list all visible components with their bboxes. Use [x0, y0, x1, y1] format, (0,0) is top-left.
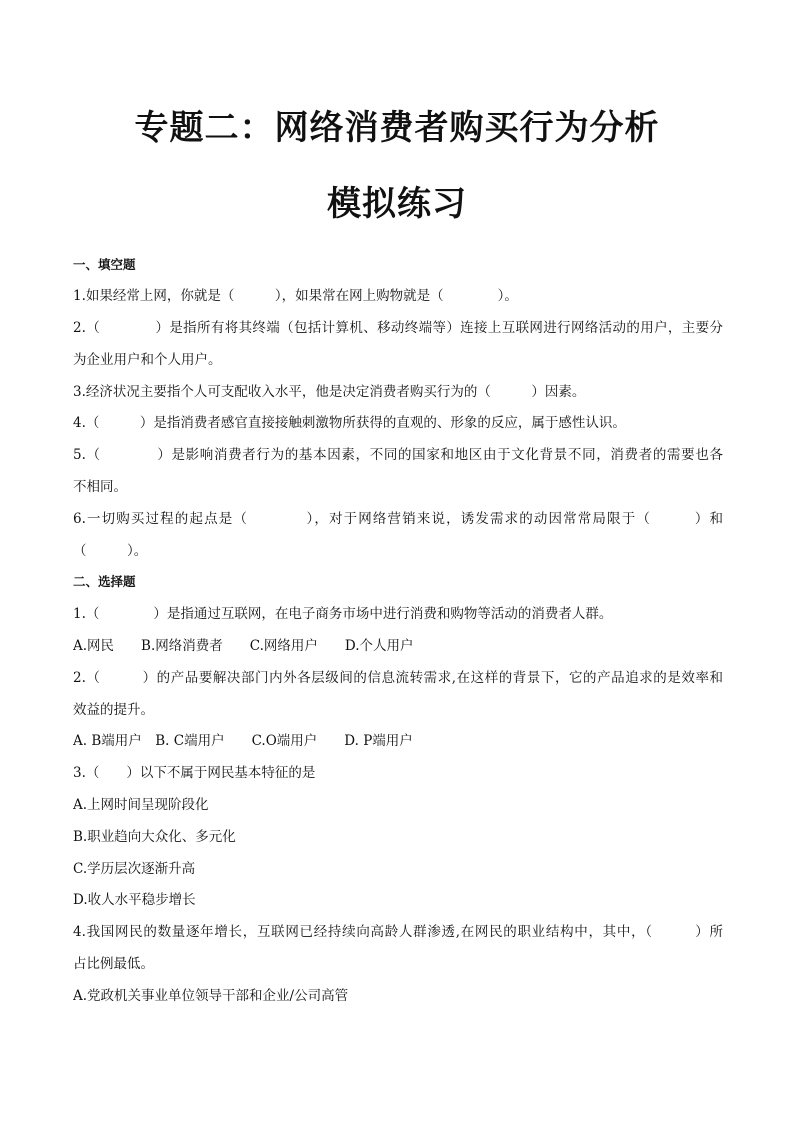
- answer-option: A.上网时间呈现阶段化: [73, 797, 209, 813]
- question-line: 为企业用户和个人用户。: [73, 352, 222, 368]
- section-heading-multiple-choice: 二、选择题: [73, 574, 136, 589]
- question-line: 4.我国网民的数量逐年增长，互联网已经持续向高龄人群渗透,在网民的职业结构中，其中，（ ）所: [73, 924, 723, 940]
- section-heading-fill-in: 一、填空题: [73, 257, 136, 272]
- question-line: 1.如果经常上网，你就是（ ），如果常在网上购物就是（ ）。: [73, 288, 518, 304]
- answer-option: D.收人水平稳步增长: [73, 892, 196, 908]
- question-line: 4.（ ）是指消费者感官直接接触刺激物所获得的直观的、形象的反应，属于感性认识。: [73, 415, 626, 431]
- question-line: 2.（ ）是指所有将其终端（包括计算机、移动终端等）连接上互联网进行网络活动的用户，主要分: [73, 320, 723, 336]
- question-line: （ ）。: [73, 543, 148, 559]
- answer-option: B.职业趋向大众化、多元化: [73, 829, 236, 845]
- answer-option: C.学历层次逐渐升高: [73, 861, 196, 877]
- question-line: 3.经济状况主要指个人可支配收入水平，他是决定消费者购买行为的（ ）因素。: [73, 384, 586, 400]
- question-line: 占比例最低。: [73, 956, 154, 972]
- question-line: 6.一切购买过程的起点是（ ），对于网络营销来说，诱发需求的动因常常局限于（ ）和: [73, 511, 723, 527]
- answer-option: A.党政机关事业单位领导干部和企业/公司高管: [73, 988, 349, 1004]
- question-line: 5.（ ）是影响消费者行为的基本因素，不同的国家和地区由于文化背景不同，消费者的需要也各: [73, 447, 723, 463]
- question-line: 2.（ ）的产品要解决部门内外各层级间的信息流转需求,在这样的背景下，它的产品追求的是效率和: [73, 670, 723, 686]
- question-line: 3.（ ）以下不属于网民基本特征的是: [73, 765, 316, 781]
- answer-options: A.网民 B.网络消费者 C.网络用户 D.个人用户: [73, 638, 414, 654]
- question-line: 1.（ ）是指通过互联网，在电子商务市场中进行消费和购物等活动的消费者人群。: [73, 606, 613, 622]
- page-subtitle: 模拟练习: [327, 184, 467, 224]
- page-title: 专题二：网络消费者购买行为分析: [134, 108, 660, 148]
- question-line: 不相同。: [73, 479, 127, 495]
- answer-options: A. B端用户 B. C端用户 C.O端用户 D. P端用户: [73, 733, 413, 749]
- question-line: 效益的提升。: [73, 702, 154, 718]
